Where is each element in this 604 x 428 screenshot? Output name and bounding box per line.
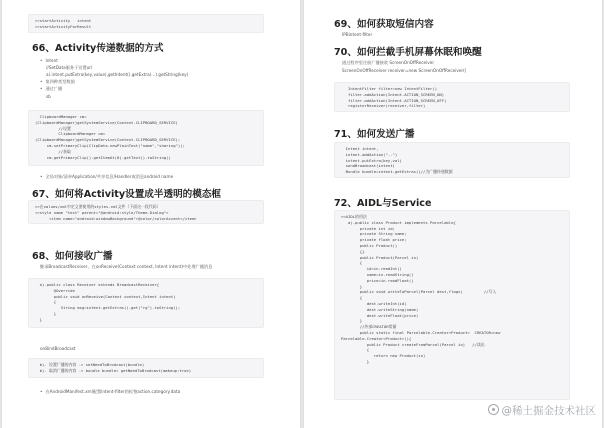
code-line: dest.writeInt(id) (341, 300, 407, 306)
code-line: { (341, 260, 363, 266)
code-line: //获取 (35, 148, 71, 154)
left-page (2, 0, 300, 428)
code-line: name=in.readString() (341, 271, 414, 277)
code-line: filter.addAction(Intent.ACTION_SCREEN_OFF) (341, 97, 447, 103)
code-line: registerReceiver(receiver,filter) (341, 103, 426, 109)
heading-67: 67、如何将Activity设置成半透明的模态框 (32, 189, 222, 200)
code-line: price=in.readFloat() (341, 277, 414, 283)
s72-code-block (334, 210, 570, 400)
s66-line: sb (46, 94, 51, 99)
code-line: Parcelable.Creator<Product>(){ (341, 335, 412, 341)
code-line: a).public class Receiver extends BroadcastReceiver{ (35, 282, 160, 287)
code-line: (ClipboardManager)getSystemService(Context.CLIPBOARD_SERVICE) (35, 119, 178, 125)
code-line: } (341, 358, 370, 364)
s66-line: • 第四种类型数据 (40, 79, 75, 85)
code-line: intent.addAction("..") (341, 151, 398, 157)
code-line: >>startActivity intent (35, 18, 92, 23)
code-line: //外部CREATOR常量 (341, 324, 397, 330)
heading-66: 66、Activity传递数据的方式 (32, 43, 164, 54)
code-line: public Product() (341, 242, 398, 248)
watermark (488, 403, 597, 418)
s68-code-block-1 (28, 278, 264, 328)
heading-68: 68、如何接收广播 (32, 251, 113, 262)
s68-bullet: • 在AndroidManifest.xml配置intent-filter的标签action.category.data (40, 389, 180, 395)
s71-code-block (334, 142, 570, 178)
code-line: } (341, 318, 363, 324)
code-line: dest.writeString(name) (341, 306, 419, 312)
code-line: b). 取消广播的内容 -> bundle bundle= getNeedToBrodcast(makeup:true) (35, 367, 192, 373)
code-line: a).public class Product implements Parcelable{ (341, 219, 456, 225)
s66-code-block (28, 110, 264, 166)
s70-line-1: 通过程序里注册广播接收 ScreenOnOffReceiver (342, 60, 435, 65)
juejin-logo-icon (488, 404, 499, 415)
s66-note: • 全局对象/清单Application/共享信息/Handler或消息android name (40, 174, 173, 180)
code-line: {} (341, 248, 365, 254)
top-code-block (28, 14, 264, 33)
s66-line: //SetData服务于设置url (46, 65, 93, 70)
code-line: public Product createFromParcel(Parcel in) //读出 (341, 341, 485, 347)
code-line: ClipboardManager cm= (35, 131, 106, 137)
s67-code-block (28, 200, 264, 224)
code-line: >>在values/xml中定义要使用的styles.xml文件（下面这一段代码） (35, 204, 161, 209)
code-line: public Product(Parcel in) (341, 254, 419, 260)
s69-line: IPBintent-filter (342, 32, 373, 37)
code-line: id=in.readInt() (341, 266, 402, 272)
code-line: >>startActivityForResult (35, 23, 92, 29)
s66-line: • Intent (40, 58, 58, 64)
s66-line: a).intent.putExtra(key,value),getIntent().getExtra(...).getString(key) (46, 72, 189, 77)
code-line: @Override (35, 287, 75, 293)
code-line: (ClipboardManager)getSystemService(Context.CLIPBOARD_SERVICE); (35, 137, 181, 143)
code-line: >>AIDL的用法 (341, 214, 367, 219)
code-line: Bundle bundle=intent.getExtras()//为广播传递数据 (341, 169, 453, 175)
code-line: } (35, 316, 43, 322)
s68-code-block-2 (28, 358, 264, 378)
code-line: private int id; (341, 225, 395, 231)
code-line: //设置 (35, 125, 71, 131)
code-line: } (35, 310, 57, 316)
code-line: { (341, 295, 363, 301)
code-line: public static final Parcelable.Creator<Product> CREATOR=new (341, 329, 501, 335)
s70-line-2: ScreenOnOffReceiver receiver=new ScreenOnOffReceiver() (342, 68, 467, 73)
right-page (304, 0, 602, 428)
code-line: cm.getPrimaryClip().getItemAt(0).getText().toString() (35, 154, 171, 160)
heading-71: 71、如何发送广播 (334, 129, 415, 140)
code-line: public void onReceive(Context context,Intent intent) (35, 293, 176, 299)
code-line: String msg=intent.getExtras().get("rg").toString(); (35, 305, 181, 311)
s70-code-block (334, 82, 570, 112)
code-line: intent.putExtra(key,val) (341, 157, 402, 163)
s66-line: • 通过广播 (40, 86, 62, 92)
code-line: cm.setPrimaryClip(ClipData.newPlainText("name","sharing")); (35, 142, 185, 148)
code-line: private float price; (341, 237, 407, 243)
s68-intro: 继承BroadcastReceiver，在onReceive(Context context, Intent intent)中处理广播消息 (40, 264, 213, 269)
code-line: b). 设置广播的内容 -> setNeedToBrodcast(bundle) (35, 362, 145, 367)
s68-label: onBindBroadcast (40, 346, 76, 351)
code-line: <item name="android:windowBackground">@color/colorAccent</item> (35, 215, 197, 221)
code-line: private String name; (341, 231, 407, 237)
code-line: Intent intent, (341, 146, 379, 151)
code-line: sendBroadcast(intent) (341, 163, 395, 169)
code-line: public void writeToParcel(Parcel dest,flags) //写入 (341, 289, 497, 295)
code-line: { (341, 347, 370, 353)
heading-72: 72、AIDL与Service (334, 198, 432, 209)
code-line: dest.writeFloat(price) (341, 312, 419, 318)
code-line: { (35, 299, 57, 305)
code-line: <>style name "test" parent="@android:style/Theme.Dialog"> (35, 209, 169, 215)
code-line: IntentFilter filter=new IntentFilter() (341, 86, 438, 91)
code-line: } (341, 283, 363, 289)
code-line: filter.addAction(Intent.ACTION_SCREEN_ON) (341, 91, 445, 97)
watermark-text: @稀土掘金技术社区 (501, 405, 596, 417)
heading-69: 69、如何获取短信内容 (334, 19, 434, 30)
code-line: return new Product(in) (341, 353, 426, 359)
code-line: ClipboardManager cm= (35, 114, 87, 119)
heading-70: 70、如何拦截手机屏幕休眠和唤醒 (334, 47, 482, 58)
